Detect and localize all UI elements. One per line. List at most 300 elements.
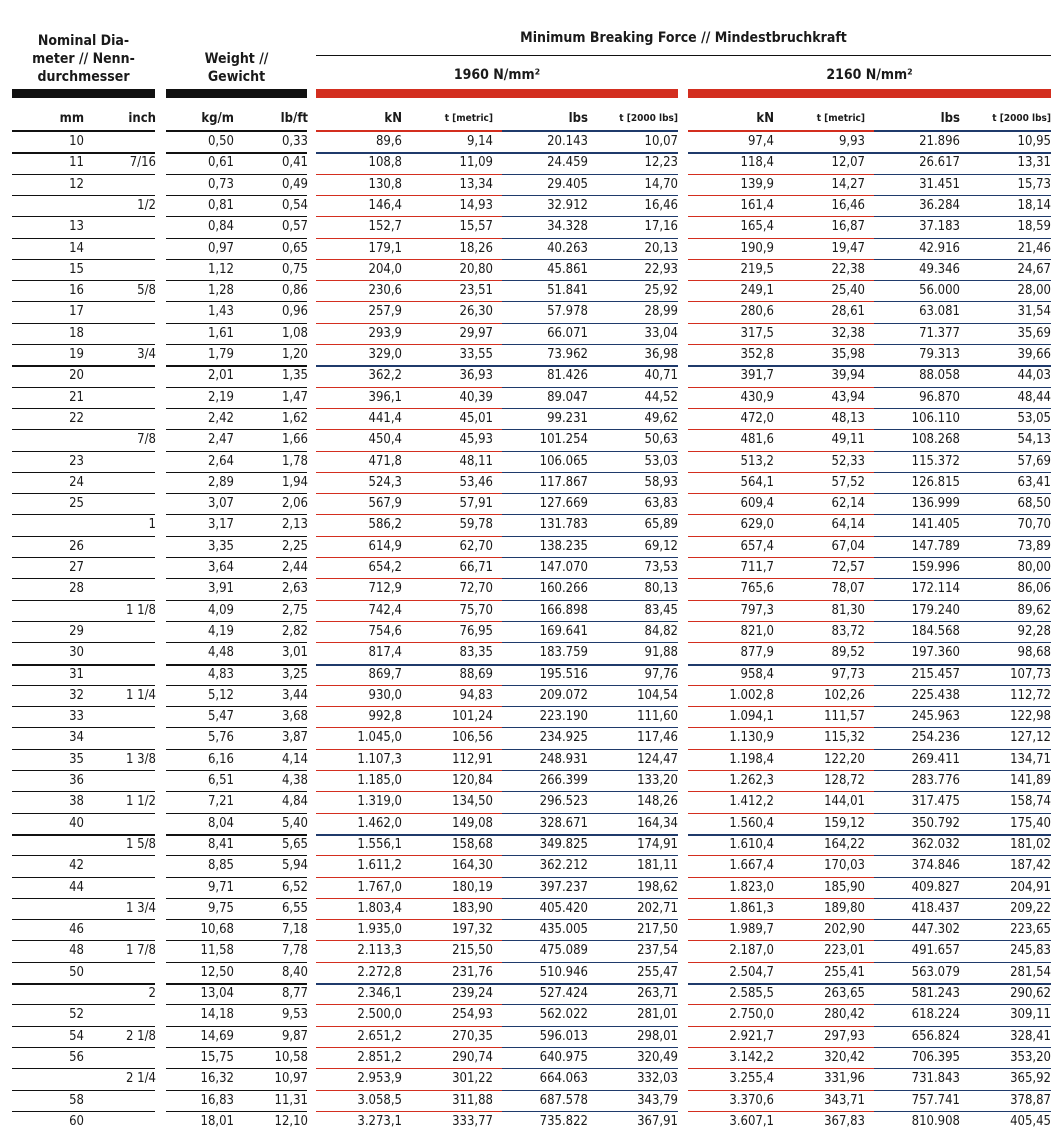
cell-kg_m: 3,35 (207, 539, 234, 554)
cell-kn_2160: 765,6 (740, 581, 774, 596)
cell-kn_2160: 1.989,7 (729, 922, 774, 937)
cell-kn_1960: 3.058,5 (357, 1093, 402, 1108)
cell-lbs_1960: 57.978 (547, 304, 588, 319)
cell-mm: 30 (69, 645, 84, 660)
cell-mm: 16 (69, 283, 84, 298)
cell-t2000_2160: 281,54 (1010, 965, 1051, 980)
cell-kn_2160: 1.130,9 (729, 730, 774, 745)
cell-mm: 33 (69, 709, 84, 724)
grade-2160-header: 2160 N/mm² (826, 67, 913, 83)
cell-mm: 44 (69, 880, 84, 895)
cell-t2000_2160: 204,91 (1010, 880, 1051, 895)
cell-lb_ft: 6,55 (281, 901, 308, 916)
cell-kn_2160: 219,5 (740, 262, 774, 277)
cell-lb_ft: 1,08 (281, 326, 308, 341)
cell-t_metric_1960: 333,77 (452, 1114, 493, 1129)
cell-t2000_1960: 198,62 (637, 880, 678, 895)
cell-t_metric_2160: 48,13 (831, 411, 865, 426)
cell-lbs_1960: 166.898 (539, 603, 588, 618)
cell-lbs_1960: 73.962 (547, 347, 588, 362)
cell-inch (96, 707, 156, 727)
cell-lb_ft: 1,35 (281, 368, 308, 383)
cell-t_metric_1960: 72,70 (459, 581, 493, 596)
cell-kg_m: 1,61 (207, 326, 234, 341)
cell-t_metric_1960: 215,50 (452, 943, 493, 958)
cell-lbs_1960: 349.825 (539, 837, 588, 852)
cell-t2000_1960: 25,92 (644, 283, 678, 298)
cell-inch (96, 856, 156, 876)
cell-lb_ft: 0,33 (281, 134, 308, 149)
cell-kg_m: 9,71 (207, 880, 234, 895)
cell-t2000_1960: 63,83 (644, 496, 678, 511)
cell-inch (96, 878, 156, 898)
cell-kn_2160: 97,4 (747, 134, 774, 149)
cell-lb_ft: 10,97 (274, 1071, 308, 1086)
cell-lbs_2160: 197.360 (911, 645, 960, 660)
cell-kn_2160: 1.560,4 (729, 816, 774, 831)
cell-kn_2160: 190,9 (740, 241, 774, 256)
cell-t_metric_1960: 183,90 (452, 901, 493, 916)
cell-t_metric_1960: 18,26 (459, 241, 493, 256)
cell-lbs_1960: 266.399 (539, 773, 588, 788)
cell-mm: 18 (69, 326, 84, 341)
cell-mm: 28 (69, 581, 84, 596)
cell-kn_2160: 472,0 (740, 411, 774, 426)
cell-inch: 5/8 (137, 283, 156, 298)
cell-t2000_2160: 57,69 (1017, 454, 1051, 469)
cell-kn_2160: 430,9 (740, 390, 774, 405)
cell-t2000_2160: 15,73 (1017, 177, 1051, 192)
cell-kg_m: 4,83 (207, 667, 234, 682)
cell-kg_m: 2,47 (207, 432, 234, 447)
cell-kn_2160: 1.861,3 (729, 901, 774, 916)
cell-kn_2160: 629,0 (740, 517, 774, 532)
cell-kn_1960: 257,9 (368, 304, 402, 319)
cell-kn_2160: 3.607,1 (729, 1114, 774, 1129)
cell-t2000_1960: 91,88 (644, 645, 678, 660)
cell-t_metric_2160: 67,04 (831, 539, 865, 554)
cell-lbs_1960: 24.459 (547, 155, 588, 170)
cell-kg_m: 7,21 (207, 794, 234, 809)
cell-t2000_2160: 24,67 (1017, 262, 1051, 277)
cell-t_metric_2160: 78,07 (831, 581, 865, 596)
cell-kn_1960: 754,6 (368, 624, 402, 639)
cell-lb_ft: 1,47 (281, 390, 308, 405)
cell-kn_1960: 362,2 (368, 368, 402, 383)
cell-lb_ft: 3,68 (281, 709, 308, 724)
cell-lbs_1960: 45.861 (547, 262, 588, 277)
cell-mm: 35 (69, 752, 84, 767)
cell-mm: 13 (69, 219, 84, 234)
cell-kn_2160: 352,8 (740, 347, 774, 362)
cell-kn_2160: 161,4 (740, 198, 774, 213)
cell-t2000_1960: 332,03 (637, 1071, 678, 1086)
cell-lb_ft: 5,94 (281, 858, 308, 873)
cell-kn_1960: 396,1 (368, 390, 402, 405)
cell-lbs_2160: 79.313 (919, 347, 960, 362)
cell-kn_1960: 2.346,1 (357, 986, 402, 1001)
cell-t2000_2160: 107,73 (1010, 667, 1051, 682)
cell-t2000_2160: 309,11 (1010, 1007, 1051, 1022)
cell-mm (24, 601, 84, 621)
cell-lb_ft: 1,62 (281, 411, 308, 426)
cell-lb_ft: 4,14 (281, 752, 308, 767)
cell-mm: 32 (69, 688, 84, 703)
cell-lbs_2160: 56.000 (919, 283, 960, 298)
cell-kg_m: 10,68 (200, 922, 234, 937)
cell-mm: 42 (69, 858, 84, 873)
cell-kn_2160: 317,5 (740, 326, 774, 341)
cell-t2000_2160: 122,98 (1010, 709, 1051, 724)
cell-t2000_1960: 14,70 (644, 177, 678, 192)
cell-kg_m: 5,12 (207, 688, 234, 703)
cell-lbs_1960: 169.641 (539, 624, 588, 639)
cell-t2000_1960: 97,76 (644, 667, 678, 682)
cell-lbs_2160: 88.058 (919, 368, 960, 383)
cell-lbs_1960: 328.671 (539, 816, 588, 831)
col-header-t-metric-2160: t [metric] (816, 113, 865, 124)
cell-lbs_2160: 254.236 (911, 730, 960, 745)
cell-lb_ft: 11,31 (274, 1093, 308, 1108)
cell-t2000_2160: 18,14 (1017, 198, 1051, 213)
cell-t2000_1960: 281,01 (637, 1007, 678, 1022)
cell-t2000_1960: 33,04 (644, 326, 678, 341)
cell-t_metric_2160: 16,46 (831, 198, 865, 213)
cell-kg_m: 5,47 (207, 709, 234, 724)
cell-t2000_1960: 164,34 (637, 816, 678, 831)
cell-lb_ft: 2,25 (281, 539, 308, 554)
cell-kg_m: 8,85 (207, 858, 234, 873)
col-header-lbs-1960: lbs (568, 111, 588, 126)
cell-kn_2160: 821,0 (740, 624, 774, 639)
cell-kg_m: 3,17 (207, 517, 234, 532)
cell-kn_1960: 89,6 (375, 134, 402, 149)
cell-t2000_2160: 134,71 (1010, 752, 1051, 767)
cell-t2000_2160: 127,12 (1010, 730, 1051, 745)
cell-mm (24, 196, 84, 216)
cell-lbs_2160: 283.776 (911, 773, 960, 788)
cell-t2000_2160: 80,00 (1017, 560, 1051, 575)
cell-inch: 1 1/2 (126, 794, 156, 809)
cell-t_metric_1960: 75,70 (459, 603, 493, 618)
cell-kg_m: 0,50 (207, 134, 234, 149)
cell-t2000_1960: 22,93 (644, 262, 678, 277)
cell-kn_2160: 1.667,4 (729, 858, 774, 873)
cell-kn_2160: 877,9 (740, 645, 774, 660)
cell-t2000_2160: 353,20 (1010, 1050, 1051, 1065)
cell-lbs_2160: 179.240 (911, 603, 960, 618)
cell-t2000_2160: 54,13 (1017, 432, 1051, 447)
cell-lb_ft: 0,96 (281, 304, 308, 319)
cell-lbs_1960: 29.405 (547, 177, 588, 192)
cell-t2000_1960: 65,89 (644, 517, 678, 532)
cell-inch (96, 366, 156, 386)
cell-t_metric_2160: 255,41 (824, 965, 865, 980)
cell-t2000_2160: 405,45 (1010, 1114, 1051, 1129)
cell-kn_2160: 1.610,4 (729, 837, 774, 852)
cell-t2000_2160: 209,22 (1010, 901, 1051, 916)
cell-t_metric_1960: 149,08 (452, 816, 493, 831)
cell-kg_m: 0,84 (207, 219, 234, 234)
cell-kg_m: 9,75 (207, 901, 234, 916)
cell-inch (96, 260, 156, 280)
cell-kn_2160: 1.198,4 (729, 752, 774, 767)
cell-lbs_1960: 81.426 (547, 368, 588, 383)
cell-lb_ft: 3,25 (281, 667, 308, 682)
cell-t_metric_2160: 43,94 (831, 390, 865, 405)
cell-kn_1960: 2.851,2 (357, 1050, 402, 1065)
cell-lb_ft: 1,66 (281, 432, 308, 447)
cell-t2000_2160: 223,65 (1010, 922, 1051, 937)
cell-lbs_2160: 31.451 (919, 177, 960, 192)
cell-lbs_2160: 409.827 (911, 880, 960, 895)
cell-inch (96, 963, 156, 983)
cell-kg_m: 2,01 (207, 368, 234, 383)
cell-lbs_2160: 159.996 (911, 560, 960, 575)
cell-t_metric_2160: 367,83 (824, 1114, 865, 1129)
cell-lb_ft: 0,54 (281, 198, 308, 213)
cell-mm: 19 (69, 347, 84, 362)
cell-mm: 25 (69, 496, 84, 511)
cell-t2000_2160: 365,92 (1010, 1071, 1051, 1086)
cell-t_metric_2160: 49,11 (831, 432, 865, 447)
cell-lbs_1960: 138.235 (539, 539, 588, 554)
cell-kn_2160: 958,4 (740, 667, 774, 682)
cell-kn_2160: 609,4 (740, 496, 774, 511)
cell-t2000_1960: 111,60 (637, 709, 678, 724)
cell-kg_m: 11,58 (200, 943, 234, 958)
cell-lbs_2160: 115.372 (911, 454, 960, 469)
cell-mm: 14 (69, 241, 84, 256)
cell-kn_2160: 249,1 (740, 283, 774, 298)
cell-t_metric_1960: 83,35 (459, 645, 493, 660)
cell-kn_2160: 139,9 (740, 177, 774, 192)
cell-inch (96, 643, 156, 663)
cell-lbs_1960: 296.523 (539, 794, 588, 809)
cell-lb_ft: 3,87 (281, 730, 308, 745)
cell-kg_m: 1,28 (207, 283, 234, 298)
cell-t_metric_1960: 106,56 (452, 730, 493, 745)
cell-t2000_1960: 16,46 (644, 198, 678, 213)
cell-lbs_2160: 447.302 (911, 922, 960, 937)
cell-kg_m: 2,64 (207, 454, 234, 469)
cell-lb_ft: 2,44 (281, 560, 308, 575)
cell-lbs_2160: 26.617 (919, 155, 960, 170)
cell-t2000_1960: 12,23 (644, 155, 678, 170)
cell-t2000_2160: 328,41 (1010, 1029, 1051, 1044)
cell-kn_2160: 711,7 (740, 560, 774, 575)
cell-lb_ft: 5,65 (281, 837, 308, 852)
cell-kg_m: 16,32 (200, 1071, 234, 1086)
cell-kg_m: 8,41 (207, 837, 234, 852)
cell-t2000_1960: 50,63 (644, 432, 678, 447)
cell-kn_1960: 992,8 (368, 709, 402, 724)
cell-mm (24, 430, 84, 450)
cell-inch (96, 728, 156, 748)
cell-mm: 38 (69, 794, 84, 809)
cell-lbs_2160: 810.908 (911, 1114, 960, 1129)
cell-kn_2160: 1.262,3 (729, 773, 774, 788)
cell-t_metric_2160: 159,12 (824, 816, 865, 831)
cell-lbs_2160: 317.475 (911, 794, 960, 809)
cell-t_metric_1960: 231,76 (452, 965, 493, 980)
cell-t2000_2160: 63,41 (1017, 475, 1051, 490)
cell-lbs_1960: 510.946 (539, 965, 588, 980)
cell-mm: 48 (69, 943, 84, 958)
cell-t2000_2160: 378,87 (1010, 1093, 1051, 1108)
cell-lbs_2160: 706.395 (911, 1050, 960, 1065)
cell-kn_1960: 586,2 (368, 517, 402, 532)
cell-inch (96, 388, 156, 408)
cell-t2000_1960: 44,52 (644, 390, 678, 405)
cell-kg_m: 2,89 (207, 475, 234, 490)
cell-lb_ft: 8,77 (281, 986, 308, 1001)
cell-t2000_2160: 53,05 (1017, 411, 1051, 426)
cell-mm: 22 (69, 411, 84, 426)
cell-kn_1960: 2.953,9 (357, 1071, 402, 1086)
cell-t2000_1960: 124,47 (637, 752, 678, 767)
cell-lbs_1960: 131.783 (539, 517, 588, 532)
cell-lbs_1960: 405.420 (539, 901, 588, 916)
cell-t2000_1960: 217,50 (637, 922, 678, 937)
cell-t_metric_1960: 101,24 (452, 709, 493, 724)
cell-inch (96, 494, 156, 514)
cell-lb_ft: 0,65 (281, 241, 308, 256)
cell-t_metric_2160: 16,87 (831, 219, 865, 234)
cell-t_metric_1960: 94,83 (459, 688, 493, 703)
cell-t_metric_1960: 76,95 (459, 624, 493, 639)
cell-kn_1960: 567,9 (368, 496, 402, 511)
weight-header: Weight // Gewicht (204, 51, 269, 85)
cell-lbs_1960: 66.071 (547, 326, 588, 341)
col-header-lbft: lb/ft (280, 111, 308, 126)
cell-kn_2160: 797,3 (740, 603, 774, 618)
cell-lb_ft: 4,84 (281, 794, 308, 809)
cell-t2000_1960: 17,16 (644, 219, 678, 234)
cell-lb_ft: 12,10 (274, 1114, 308, 1129)
cell-mm: 15 (69, 262, 84, 277)
cell-kn_2160: 2.187,0 (729, 943, 774, 958)
cell-t_metric_1960: 26,30 (459, 304, 493, 319)
cell-kg_m: 0,61 (207, 155, 234, 170)
cell-lbs_1960: 527.424 (539, 986, 588, 1001)
cell-t2000_2160: 158,74 (1010, 794, 1051, 809)
cell-mm: 46 (69, 922, 84, 937)
cell-lbs_1960: 234.925 (539, 730, 588, 745)
cell-inch (96, 473, 156, 493)
cell-inch (96, 579, 156, 599)
cell-t_metric_1960: 14,93 (459, 198, 493, 213)
cell-kn_1960: 1.185,0 (357, 773, 402, 788)
cell-lb_ft: 10,58 (274, 1050, 308, 1065)
cell-lbs_1960: 183.759 (539, 645, 588, 660)
cell-kg_m: 4,19 (207, 624, 234, 639)
cell-lb_ft: 2,63 (281, 581, 308, 596)
cell-t_metric_1960: 15,57 (459, 219, 493, 234)
col-header-kgm: kg/m (201, 111, 234, 126)
cell-inch: 1 5/8 (126, 837, 156, 852)
cell-t_metric_1960: 53,46 (459, 475, 493, 490)
cell-t2000_2160: 21,46 (1017, 241, 1051, 256)
cell-t2000_1960: 58,93 (644, 475, 678, 490)
cell-kn_2160: 513,2 (740, 454, 774, 469)
cell-lb_ft: 7,18 (281, 922, 308, 937)
cell-t_metric_2160: 19,47 (831, 241, 865, 256)
cell-kn_2160: 165,4 (740, 219, 774, 234)
cell-lbs_2160: 36.284 (919, 198, 960, 213)
cell-t2000_1960: 343,79 (637, 1093, 678, 1108)
cell-kg_m: 13,04 (200, 986, 234, 1001)
cell-kg_m: 14,18 (200, 1007, 234, 1022)
cell-t2000_1960: 174,91 (637, 837, 678, 852)
cell-mm: 10 (69, 134, 84, 149)
cell-lbs_1960: 160.266 (539, 581, 588, 596)
cell-t2000_1960: 367,91 (637, 1114, 678, 1129)
cell-t_metric_2160: 28,61 (831, 304, 865, 319)
cell-kn_1960: 450,4 (368, 432, 402, 447)
cell-t2000_1960: 104,54 (637, 688, 678, 703)
cell-kn_1960: 2.272,8 (357, 965, 402, 980)
cell-lbs_2160: 141.405 (911, 517, 960, 532)
cell-mm (24, 835, 84, 855)
cell-lbs_2160: 172.114 (911, 581, 960, 596)
cell-lb_ft: 9,87 (281, 1029, 308, 1044)
cell-t_metric_1960: 20,80 (459, 262, 493, 277)
cell-lbs_2160: 106.110 (911, 411, 960, 426)
cell-t_metric_2160: 35,98 (831, 347, 865, 362)
cell-kn_1960: 1.803,4 (357, 901, 402, 916)
cell-t2000_2160: 73,89 (1017, 539, 1051, 554)
cell-lbs_1960: 51.841 (547, 283, 588, 298)
cell-kn_2160: 3.255,4 (729, 1071, 774, 1086)
cell-t_metric_2160: 83,72 (831, 624, 865, 639)
cell-t_metric_1960: 290,74 (452, 1050, 493, 1065)
cell-t_metric_1960: 254,93 (452, 1007, 493, 1022)
cell-kn_1960: 1.045,0 (357, 730, 402, 745)
cell-lbs_2160: 147.789 (911, 539, 960, 554)
cell-kn_1960: 1.556,1 (357, 837, 402, 852)
cell-t_metric_1960: 45,01 (459, 411, 493, 426)
cell-t_metric_2160: 72,57 (831, 560, 865, 575)
cell-lbs_1960: 34.328 (547, 219, 588, 234)
cell-lbs_2160: 350.792 (911, 816, 960, 831)
cell-t_metric_1960: 270,35 (452, 1029, 493, 1044)
cell-lb_ft: 8,40 (281, 965, 308, 980)
cell-lbs_1960: 195.516 (539, 667, 588, 682)
cell-t_metric_2160: 57,52 (831, 475, 865, 490)
cell-lbs_2160: 491.657 (911, 943, 960, 958)
cell-kn_1960: 204,0 (368, 262, 402, 277)
cell-lb_ft: 2,75 (281, 603, 308, 618)
cell-lbs_2160: 581.243 (911, 986, 960, 1001)
cell-inch: 2 1/8 (126, 1029, 156, 1044)
cell-lbs_2160: 215.457 (911, 667, 960, 682)
cell-t_metric_2160: 39,94 (831, 368, 865, 383)
cell-kn_1960: 2.500,0 (357, 1007, 402, 1022)
cell-t_metric_2160: 97,73 (831, 667, 865, 682)
cell-lbs_1960: 248.931 (539, 752, 588, 767)
cell-t2000_2160: 31,54 (1017, 304, 1051, 319)
cell-kg_m: 6,16 (207, 752, 234, 767)
cell-t2000_1960: 36,98 (644, 347, 678, 362)
cell-lb_ft: 1,78 (281, 454, 308, 469)
cell-kn_2160: 2.921,7 (729, 1029, 774, 1044)
cell-t_metric_2160: 111,57 (824, 709, 865, 724)
cell-lbs_2160: 71.377 (919, 326, 960, 341)
cell-lb_ft: 3,01 (281, 645, 308, 660)
cell-t_metric_1960: 164,30 (452, 858, 493, 873)
cell-t2000_1960: 237,54 (637, 943, 678, 958)
